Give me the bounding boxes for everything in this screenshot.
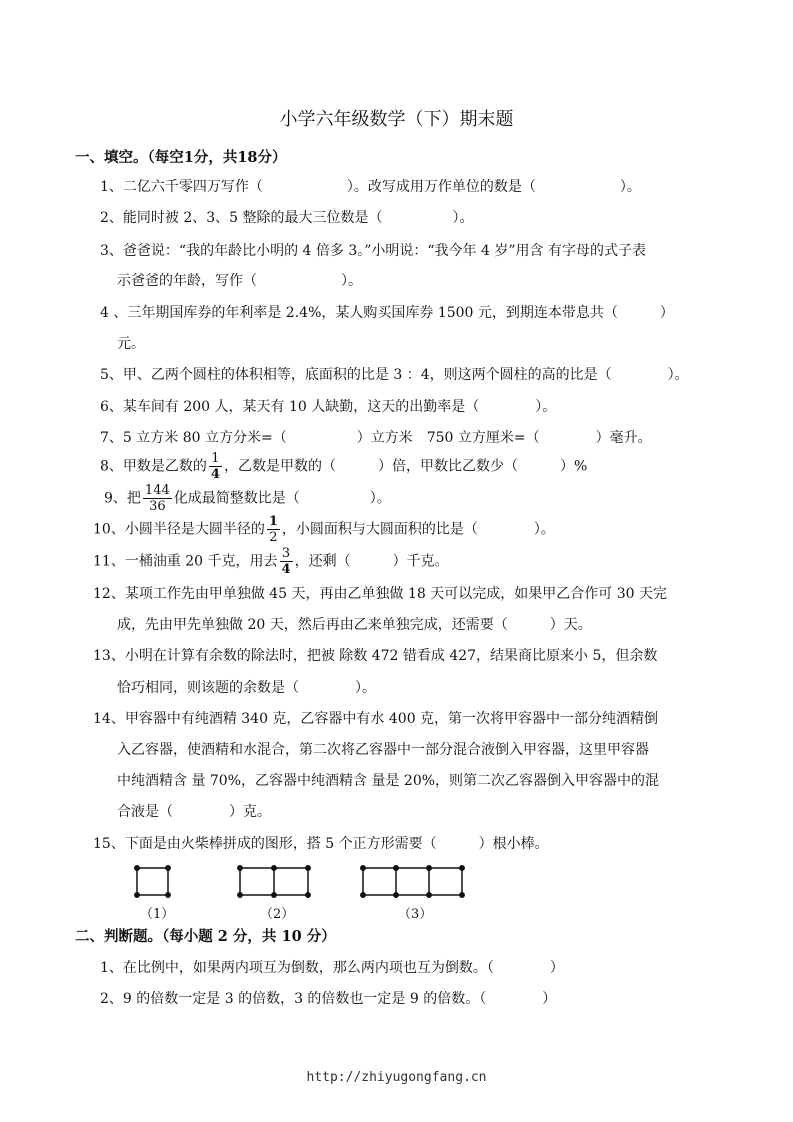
question-10-suffix: ，小圆面积与大圆面积的比是（ ）。 xyxy=(281,521,555,538)
question-13-line-1: 13、小明在计算有余数的除法时，把被 除数 472 错看成 427，结果商比原来小 5，但余数 xyxy=(93,648,658,664)
question-8-suffix: ，乙数是甲数的（ ）倍，甲数比乙数少（ ）% xyxy=(223,458,588,475)
fraction-one-half xyxy=(267,514,280,545)
page-title: 小学六年级数学（下）期末题 xyxy=(279,109,514,130)
question-12-line-2: 成，先由甲先单独做 20 天，然后再由乙来单独完成，还需要（ ）天。 xyxy=(117,617,592,633)
question-9-prefix: 9、把 xyxy=(104,490,141,507)
question-4-line-2: 元。 xyxy=(117,336,145,352)
figure-label-3: （3） xyxy=(398,907,433,922)
question-8-prefix: 8、甲数是乙数的 xyxy=(100,458,207,475)
question-14-line-1: 14、甲容器中有纯酒精 340 克，乙容器中有水 400 克，第一次将甲容器中一部分纯酒精倒 xyxy=(93,711,659,727)
question-9 xyxy=(104,483,391,514)
fraction-one-quarter xyxy=(209,451,222,482)
section-fill-in-heading: 一、填空。（每空1分，共18分） xyxy=(75,149,287,166)
question-3-line-1: 3、爸爸说：“我的年龄比小明的 4 倍多 3。”小明说：“我今年 4 岁”用含 有字母的式子表 xyxy=(100,243,646,259)
question-15: 15、下面是由火柴棒拼成的图形，搭 5 个正方形需要（ ）根小棒。 xyxy=(93,836,549,852)
question-1: 1、二亿六千零四万写作（ ）。改写成用万作单位的数是（ ）。 xyxy=(100,179,641,195)
matchstick-figure-3 xyxy=(361,866,464,897)
question-14-line-4: 合液是（ ）克。 xyxy=(117,804,271,820)
figure-label-1: （1） xyxy=(140,907,175,922)
question-13-line-2: 恰巧相同，则该题的余数是（ ）。 xyxy=(117,680,376,696)
question-12-line-1: 12、某项工作先由甲单独做 45 天，再由乙单独做 18 天可以完成，如果甲乙合作可 30 天完 xyxy=(93,586,667,602)
fraction-denominator: 36 xyxy=(149,499,166,514)
question-11-prefix: 11、一桶油重 20 千克，用去 xyxy=(93,553,278,570)
fraction-numerator: 3 xyxy=(280,546,293,562)
judgment-1: 1、在比例中，如果两内项互为倒数，那么两内项也互为倒数。（ ） xyxy=(100,960,564,976)
fraction-144-36 xyxy=(143,483,172,514)
question-4-line-1: 4 、三年期国库券的年利率是 2.4%，某人购买国库券 1500 元，到期连本带息共（ ） xyxy=(100,305,674,321)
fraction-three-quarters xyxy=(280,546,293,577)
figure-label-2: （2） xyxy=(260,907,295,922)
question-11 xyxy=(93,546,449,577)
question-8 xyxy=(100,451,587,482)
fraction-numerator: 1 xyxy=(268,514,278,529)
question-10-prefix: 10、小圆半径是大圆半径的 xyxy=(93,521,265,538)
section-judgment-heading: 二、判断题。（每小题 2 分，共 10 分） xyxy=(75,928,336,945)
fraction-numerator: 144 xyxy=(144,483,170,498)
question-14-line-2: 入乙容器，使酒精和水混合，第二次将乙容器中一部分混合液倒入甲容器，这里甲容器 xyxy=(117,742,649,758)
question-14-line-3: 中纯酒精含 量 70%，乙容器中纯酒精含 量是 20%，则第二次乙容器倒入甲容器中的混 xyxy=(117,773,660,789)
fraction-denominator: 4 xyxy=(210,467,220,482)
judgment-2: 2、9 的倍数一定是 3 的倍数，3 的倍数也一定是 9 的倍数。（ ） xyxy=(100,991,557,1007)
footer-url: http://zhiyugongfang.cn xyxy=(306,1070,487,1085)
question-11-suffix: ，还剩（ ）千克。 xyxy=(294,553,449,570)
matchstick-figures xyxy=(125,860,485,905)
question-10 xyxy=(93,514,555,545)
question-6: 6、某车间有 200 人，某天有 10 人缺勤，这天的出勤率是（ ）。 xyxy=(100,399,557,415)
question-5: 5、甲、乙两个圆柱的体积相等，底面积的比是 3 ：4，则这两个圆柱的高的比是（ ）。 xyxy=(100,367,689,383)
question-9-suffix: 化成最简整数比是（ ）。 xyxy=(173,490,391,507)
question-3-line-2: 示爸爸的年龄，写作（ ）。 xyxy=(117,273,362,289)
matchstick-figure-2 xyxy=(238,866,310,897)
question-2: 2、能同时被 2、3、5 整除的最大三位数是（ ）。 xyxy=(100,210,474,226)
fraction-numerator: 1 xyxy=(209,451,222,467)
question-7: 7、5 立方米 80 立方分米=（ ）立方米 750 立方厘米=（ ）毫升。 xyxy=(100,430,652,446)
fraction-denominator: 2 xyxy=(269,530,278,545)
fraction-denominator: 4 xyxy=(281,562,291,577)
matchstick-figure-1 xyxy=(135,866,170,897)
